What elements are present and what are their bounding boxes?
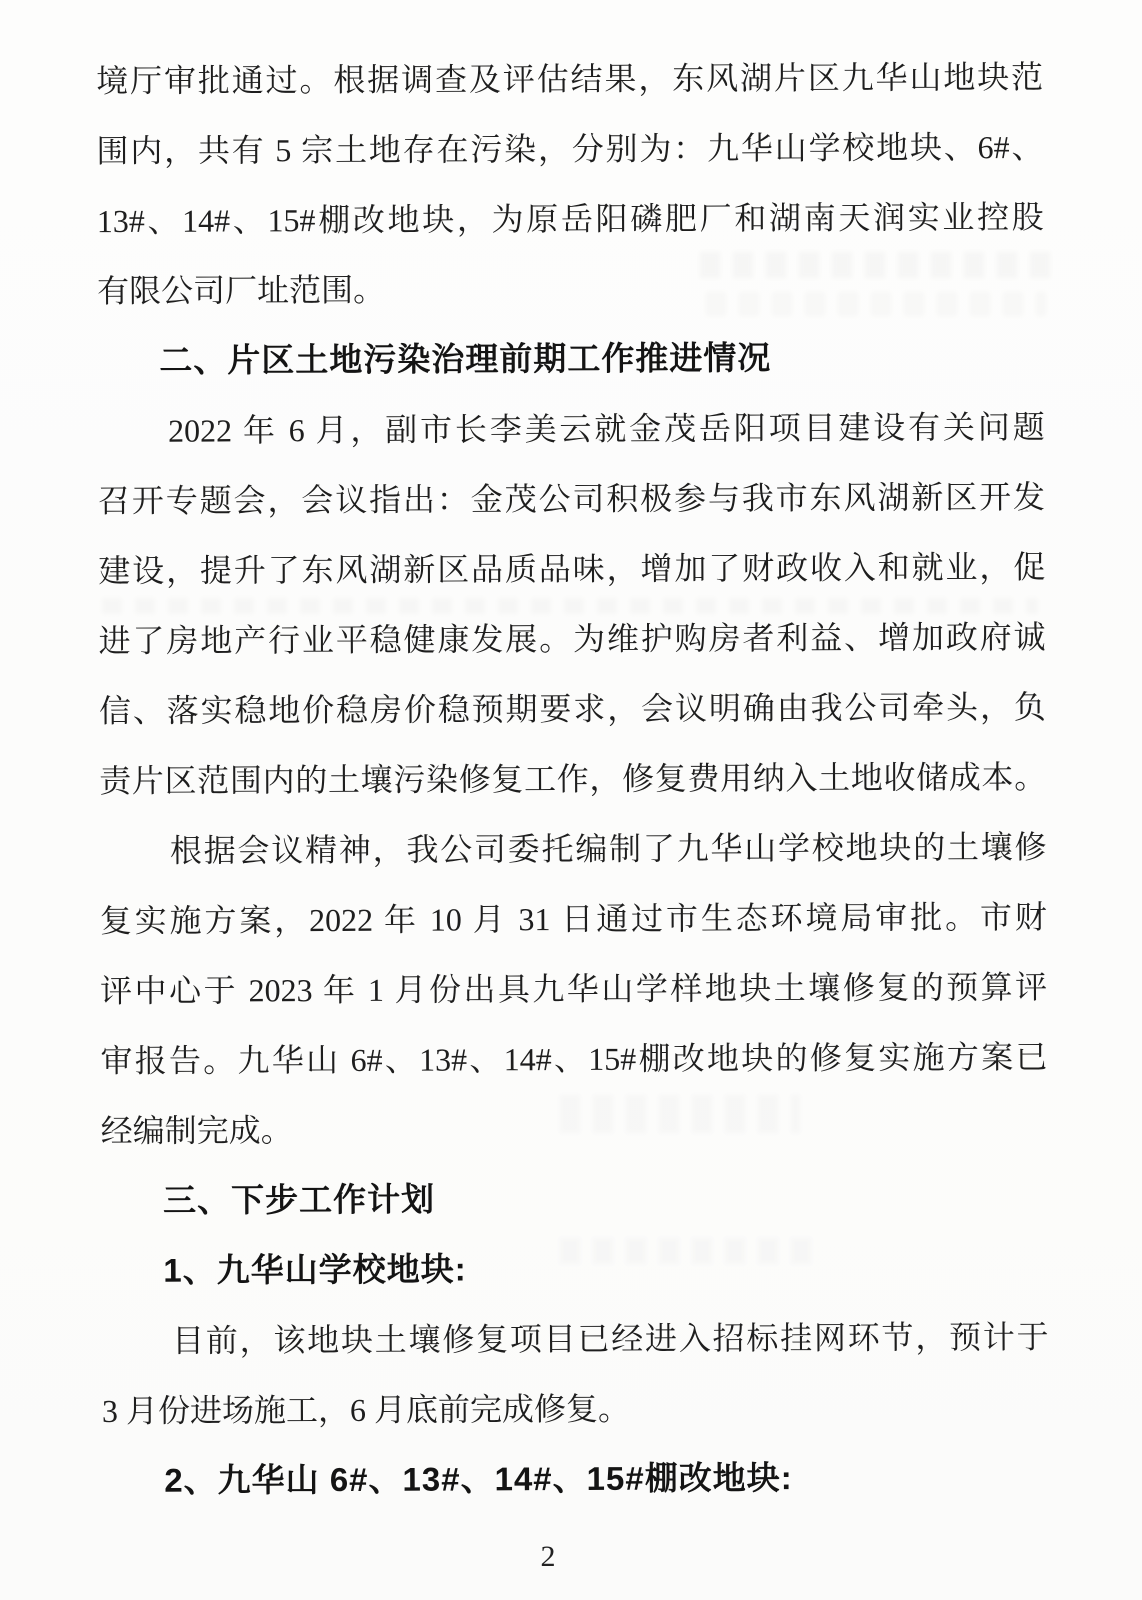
section-heading: 二、片区土地污染治理前期工作推进情况 bbox=[159, 339, 772, 379]
text-line: 召开专题会，会议指出：金茂公司积极参与我市东风湖新区开发 bbox=[97, 478, 1046, 520]
text-line: 13#、14#、15#棚改地块，为原岳阳磷肥厂和湖南天润实业控股 bbox=[96, 198, 1044, 240]
text-line: 根据会议精神，我公司委托编制了九华山学校地块的土壤修 bbox=[169, 828, 1047, 869]
text-line: 审报告。九华山 6#、13#、14#、15#棚改地块的修复实施方案已 bbox=[100, 1038, 1048, 1080]
text-line: 经编制完成。 bbox=[100, 1112, 293, 1150]
text-line: 复实施方案，2022 年 10 月 31 日通过市生态环境局审批。市财 bbox=[99, 898, 1047, 940]
document-body bbox=[96, 42, 1049, 1516]
text-line: 信、落实稳地价稳房价稳预期要求，会议明确由我公司牵头，负 bbox=[98, 688, 1046, 730]
text-line: 2022 年 6 月，副市长李美云就金茂岳阳项目建设有关问题 bbox=[167, 408, 1045, 449]
text-line: 建设，提升了东风湖新区品质品味，增加了财政收入和就业，促 bbox=[98, 548, 1046, 590]
section-heading: 三、下步工作计划 bbox=[162, 1180, 436, 1219]
section-heading: 1、九华山学校地块: bbox=[163, 1250, 467, 1289]
text-line: 责片区范围内的土壤污染修复工作，修复费用纳入土地收储成本。 bbox=[99, 758, 1047, 800]
page-number: 2 bbox=[540, 1540, 556, 1573]
text-line: 进了房地产行业平稳健康发展。为维护购房者利益、增加政府诚 bbox=[98, 618, 1046, 660]
text-line: 目前，该地块土壤修复项目已经进入招标挂网环节，预计于 bbox=[171, 1318, 1049, 1359]
text-line: 境厅审批通过。根据调查及评估结果，东风湖片区九华山地块范 bbox=[96, 58, 1044, 100]
text-line: 围内，共有 5 宗土地存在污染，分别为：九华山学校地块、6#、 bbox=[96, 128, 1044, 170]
section-heading: 2、九华山 6#、13#、14#、15#棚改地块: bbox=[164, 1459, 793, 1499]
text-line: 有限公司厂址范围。 bbox=[96, 271, 386, 310]
text-line: 3 月份进场施工，6 月底前完成修复。 bbox=[101, 1390, 631, 1430]
text-line: 评中心于 2023 年 1 月份出具九华山学样地块土壤修复的预算评 bbox=[100, 968, 1048, 1010]
